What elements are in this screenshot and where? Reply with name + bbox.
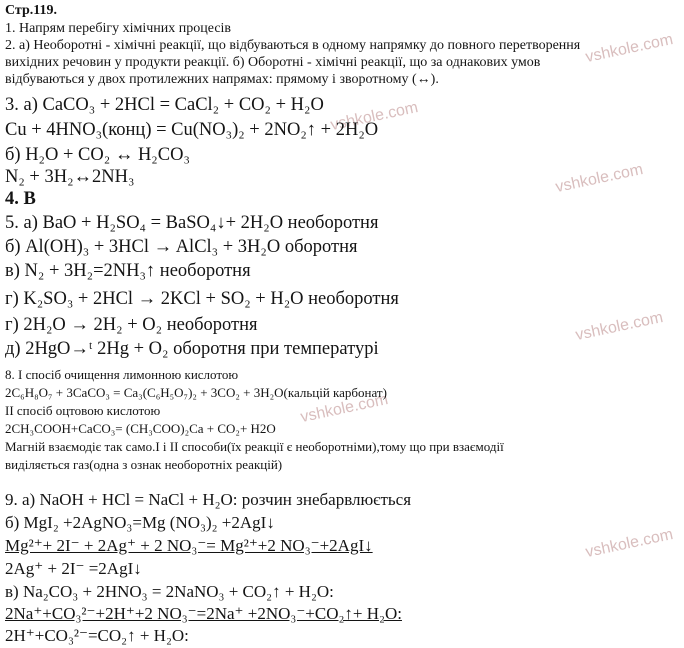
watermark: vshkole.com [574, 308, 665, 345]
text-line: 4. В [5, 189, 36, 209]
text-line: 8. I спосіб очищення лимонною кислотою [5, 367, 239, 382]
text-line: в) Na₂CO₃ + 2HNO₃ = 2NaNO₃ + CO₂↑ + H₂O: [5, 582, 334, 601]
text-line: Магній взаємодіє так само.I і II способи(їх реакції є необоротніми),тому що при взаємодії [5, 439, 504, 454]
page-title: Стр.119. [5, 3, 57, 18]
text-line: б) H₂O + CO₂ ↔ H₂CO₃ [5, 145, 190, 165]
text-line: II спосіб оцтовою кислотою [5, 403, 161, 418]
watermark: vshkole.com [554, 160, 645, 197]
text-line: 3. а) CaCO₃ + 2HCl = CaCl₂ + CO₂ + H₂O [5, 95, 324, 115]
text-line: 1. Напрям перебігу хімічних процесів [5, 21, 232, 36]
watermark: vshkole.com [584, 30, 675, 67]
text-line: 2C₆H₈O₇ + 3CaCO₃ = Ca₃(C₆H₅O₇)₂ + 3CO₂ + 3H₂O(кальцій карбонат) [5, 385, 387, 400]
text-line: д) 2HgO→ᵗ 2Hg + O₂ оборотня при температурі [5, 339, 379, 359]
text-line: виділяється газ(одна з ознак необоротніх реакцій) [5, 457, 283, 472]
text-line: г) 2H₂O → 2H₂ + O₂ необоротня [5, 315, 258, 335]
text-line: б) Al(OH)₃ + 3HCl → AlCl₃ + 3H₂O оборотня [5, 237, 358, 257]
watermark: vshkole.com [299, 390, 390, 427]
text-line: г) K₂SO₃ + 2HCl → 2KCl + SO₂ + H₂O необоротня [5, 289, 399, 309]
text-line: N₂ + 3H₂↔2NH₃ [5, 167, 135, 187]
text-line: вихідних речовин у продукти реакції. б) Оборотні - хімічні реакції, що за однакових умов [5, 55, 541, 70]
watermark: vshkole.com [584, 525, 675, 562]
watermark: vshkole.com [329, 98, 420, 135]
text-line: 5. а) BaO + H₂SO₄ = BaSO₄↓+ 2H₂O необоротня [5, 213, 379, 233]
text-line: Mg²⁺+ 2I⁻ + 2Ag⁺ + 2 NO₃⁻= Mg²⁺+2 NO₃⁻+2AgI↓ [5, 536, 373, 555]
text-line: відбуваються у двох протилежних напрямах: прямому і зворотному (↔). [5, 72, 439, 87]
text-line: 2Na⁺+CO₃²⁻+2H⁺+2 NO₃⁻=2Na⁺ +2NO₃⁻+CO₂↑+ H₂O: [5, 604, 402, 623]
text-line: 2CH₃COOH+CaCO₃= (CH₃COO)₂Ca + CO₂+ H2O [5, 421, 276, 436]
text-line: 2H⁺+CO₃²⁻=CO₂↑ + H₂O: [5, 626, 189, 645]
text-line: 9. а) NaOH + HCl = NaCl + H₂O: розчин знебарвлюється [5, 490, 412, 509]
text-line: в) N₂ + 3H₂=2NH₃↑ необоротня [5, 261, 251, 281]
text-line: б) MgI₂ +2AgNO₃=Mg (NO₃)₂ +2AgI↓ [5, 513, 275, 532]
text-line: Cu + 4HNO₃(конц) = Cu(NO₃)₂ + 2NO₂↑ + 2H₂O [5, 120, 379, 140]
text-line: 2. а) Необоротні - хімічні реакції, що відбуваються в одному напрямку до повного перетворення [5, 38, 581, 53]
text-line: 2Ag⁺ + 2I⁻ =2AgI↓ [5, 559, 142, 578]
